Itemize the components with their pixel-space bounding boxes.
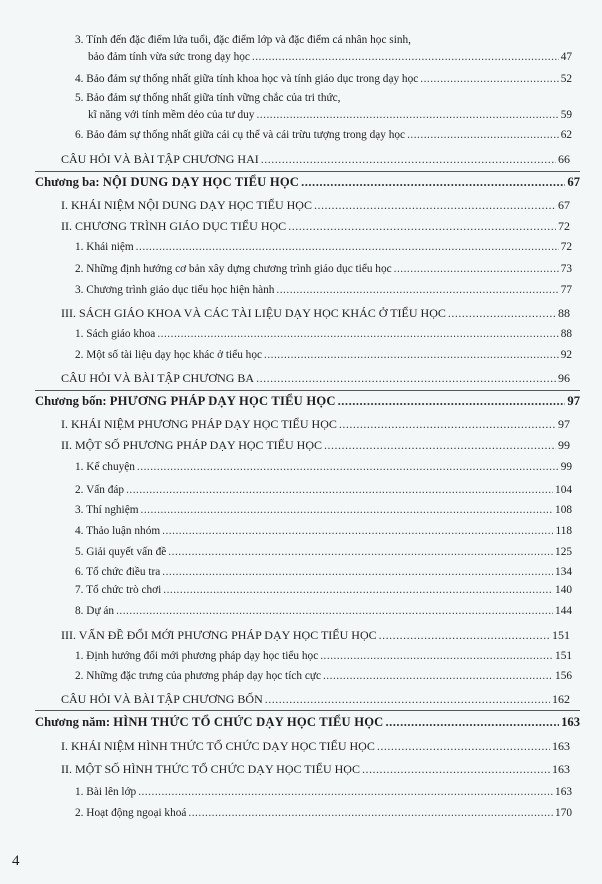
leader-dots bbox=[252, 51, 559, 63]
leader-dots bbox=[338, 394, 566, 409]
toc-entry-label: 2. Một số tài liệu dạy học khác ở tiểu học bbox=[75, 349, 262, 361]
toc-page-number: 92 bbox=[560, 349, 572, 361]
leader-dots bbox=[276, 284, 558, 296]
toc-page-number: 97 bbox=[558, 417, 570, 431]
leader-dots bbox=[168, 546, 553, 558]
toc-page-number: 170 bbox=[555, 807, 572, 819]
toc-entry bbox=[75, 241, 572, 253]
toc-section-label: CÂU HỎI VÀ BÀI TẬP CHƯƠNG BỐN bbox=[61, 692, 263, 706]
toc-entry bbox=[75, 284, 572, 296]
toc-section bbox=[61, 306, 570, 321]
toc-page-number: 88 bbox=[560, 328, 572, 340]
toc-section bbox=[61, 438, 570, 453]
chapter-prefix: Chương bốn: bbox=[35, 394, 107, 408]
toc-page-number: 99 bbox=[558, 438, 570, 452]
toc-chapter bbox=[35, 715, 580, 730]
leader-dots bbox=[162, 525, 553, 537]
leader-dots bbox=[324, 438, 556, 453]
toc-entry-label: 5. Bảo đảm sự thống nhất giữa tính vững chắc của tri thức, bbox=[75, 92, 341, 104]
leader-dots bbox=[385, 715, 559, 730]
leader-dots bbox=[264, 349, 559, 361]
leader-dots bbox=[407, 129, 559, 141]
leader-dots bbox=[116, 605, 553, 617]
toc-entry bbox=[75, 504, 572, 516]
toc-chapter bbox=[35, 175, 580, 190]
toc-page-number: 151 bbox=[552, 628, 570, 642]
toc-entry bbox=[75, 263, 572, 275]
leader-dots bbox=[137, 461, 559, 473]
toc-section bbox=[61, 198, 570, 213]
toc-page-number: 67 bbox=[567, 175, 580, 189]
toc-section-label: II. CHƯƠNG TRÌNH GIÁO DỤC TIỂU HỌC bbox=[61, 219, 287, 233]
divider bbox=[35, 710, 580, 711]
leader-dots bbox=[420, 73, 558, 85]
toc-section-label: III. VẤN ĐỀ ĐỔI MỚI PHƯƠNG PHÁP DẠY HỌC TIỂU HỌC bbox=[61, 628, 377, 642]
toc-entry bbox=[75, 461, 572, 473]
toc-chapter bbox=[35, 394, 580, 409]
leader-dots bbox=[136, 241, 559, 253]
toc-entry bbox=[75, 92, 572, 104]
leader-dots bbox=[448, 306, 556, 321]
leader-dots bbox=[314, 198, 556, 213]
toc-page-number: 73 bbox=[560, 263, 572, 275]
toc-page-number: 163 bbox=[561, 715, 580, 729]
toc-entry bbox=[75, 546, 572, 558]
leader-dots bbox=[163, 584, 553, 596]
toc-entry bbox=[75, 525, 572, 537]
toc-page-number: 88 bbox=[558, 306, 570, 320]
toc-entry bbox=[75, 670, 572, 682]
toc-entry-label: 3. Chương trình giáo dục tiểu học hiện hành bbox=[75, 284, 275, 296]
toc-entry-label: 2. Những đặc trưng của phương pháp dạy học tích cực bbox=[75, 670, 321, 682]
toc-page-number: 52 bbox=[560, 73, 572, 85]
toc-entry-label: 1. Kể chuyện bbox=[75, 461, 135, 473]
toc-page-number: 104 bbox=[555, 484, 572, 496]
divider bbox=[35, 390, 580, 391]
chapter-title: PHƯƠNG PHÁP DẠY HỌC TIỂU HỌC bbox=[109, 394, 336, 408]
chapter-prefix: Chương năm: bbox=[35, 715, 111, 729]
toc-section bbox=[61, 739, 570, 754]
toc-page-number: 163 bbox=[552, 762, 570, 776]
toc-entry bbox=[75, 807, 572, 819]
toc-page-number: 97 bbox=[567, 394, 580, 408]
leader-dots bbox=[188, 807, 553, 819]
toc-section bbox=[61, 762, 570, 777]
toc-section-label: III. SÁCH GIÁO KHOA VÀ CÁC TÀI LIỆU DẠY HỌC KHÁC Ở TIỂU HỌC bbox=[61, 306, 446, 320]
leader-dots bbox=[265, 692, 550, 707]
toc-page-number: 163 bbox=[552, 739, 570, 753]
toc-section-label: I. KHÁI NIỆM HÌNH THỨC TỔ CHỨC DẠY HỌC TIỂU HỌC bbox=[61, 739, 375, 753]
toc-entry bbox=[75, 484, 572, 496]
toc-page-number: 125 bbox=[555, 546, 572, 558]
toc-entry-label: 1. Bài lên lớp bbox=[75, 786, 137, 798]
toc-page-number: 108 bbox=[555, 504, 572, 516]
divider bbox=[35, 171, 580, 172]
toc-page-number: 72 bbox=[560, 241, 572, 253]
toc-page-number: 118 bbox=[555, 525, 572, 537]
toc-page-number: 156 bbox=[555, 670, 572, 682]
leader-dots bbox=[379, 628, 550, 643]
page-number: 4 bbox=[12, 853, 20, 869]
toc-page-number: 77 bbox=[560, 284, 572, 296]
leader-dots bbox=[377, 739, 550, 754]
toc-entry-label: 2. Hoạt động ngoại khoá bbox=[75, 807, 187, 819]
toc-section bbox=[61, 692, 570, 707]
toc-entry bbox=[75, 73, 572, 85]
leader-dots bbox=[394, 263, 559, 275]
toc-entry-label: 1. Sách giáo khoa bbox=[75, 328, 156, 340]
toc-entry bbox=[75, 566, 572, 578]
leader-dots bbox=[256, 109, 558, 121]
toc-section bbox=[61, 371, 570, 386]
toc-entry-label: 6. Tổ chức điều tra bbox=[75, 566, 161, 578]
toc-entry-label: 4. Bảo đảm sự thống nhất giữa tính khoa học và tính giáo dục trong dạy học bbox=[75, 73, 419, 85]
toc-page-number: 163 bbox=[555, 786, 572, 798]
chapter-prefix: Chương ba: bbox=[35, 175, 100, 189]
chapter-title: HÌNH THỨC TỔ CHỨC DẠY HỌC TIỂU HỌC bbox=[113, 715, 384, 729]
toc-section bbox=[61, 152, 570, 167]
toc-entry-continuation bbox=[88, 51, 572, 63]
toc-section-label: II. MỘT SỐ HÌNH THỨC TỔ CHỨC DẠY HỌC TIỂU HỌC bbox=[61, 762, 360, 776]
toc-entry bbox=[75, 349, 572, 361]
toc-entry-label: 8. Dự án bbox=[75, 605, 115, 617]
leader-dots bbox=[261, 152, 556, 167]
toc-entry bbox=[75, 129, 572, 141]
toc-section bbox=[61, 219, 570, 234]
toc-entry-label: 1. Định hướng đổi mới phương pháp dạy học tiểu học bbox=[75, 650, 319, 662]
toc-section bbox=[61, 628, 570, 643]
leader-dots bbox=[256, 371, 556, 386]
leader-dots bbox=[301, 175, 565, 190]
toc-entry-label: 2. Những định hướng cơ bản xây dựng chương trình giáo dục tiểu học bbox=[75, 263, 392, 275]
toc-entry-continuation bbox=[88, 109, 572, 121]
toc-page-number: 144 bbox=[555, 605, 572, 617]
leader-dots bbox=[362, 762, 550, 777]
toc-entry bbox=[75, 584, 572, 596]
toc-page-number: 62 bbox=[560, 129, 572, 141]
leader-dots bbox=[288, 219, 556, 234]
toc-entry-label: 2. Vấn đáp bbox=[75, 484, 125, 496]
toc-entry-label: 6. Bảo đảm sự thống nhất giữa cái cụ thể và cái trừu tượng trong dạy học bbox=[75, 129, 406, 141]
toc-page-number: 151 bbox=[555, 650, 572, 662]
leader-dots bbox=[126, 484, 553, 496]
toc-entry bbox=[75, 34, 572, 46]
toc-entry-label: 7. Tổ chức trò chơi bbox=[75, 584, 162, 596]
chapter-title: NỘI DUNG DẠY HỌC TIỂU HỌC bbox=[102, 175, 300, 189]
toc-entry-label: bảo đảm tính vừa sức trong dạy học bbox=[88, 51, 250, 63]
toc-entry-label: kĩ năng với tính mềm dẻo của tư duy bbox=[88, 109, 255, 121]
leader-dots bbox=[323, 670, 553, 682]
toc-page-number: 99 bbox=[560, 461, 572, 473]
toc-section-label: II. MỘT SỐ PHƯƠNG PHÁP DẠY HỌC TIỂU HỌC bbox=[61, 438, 322, 452]
toc-page-number: 47 bbox=[560, 51, 572, 63]
toc-page-number: 134 bbox=[555, 566, 572, 578]
toc-page-number: 59 bbox=[560, 109, 572, 121]
toc-entry-label: 5. Giải quyết vấn đề bbox=[75, 546, 167, 558]
leader-dots bbox=[157, 328, 558, 340]
toc-section-label: I. KHÁI NIỆM PHƯƠNG PHÁP DẠY HỌC TIỂU HỌC bbox=[61, 417, 337, 431]
toc-entry bbox=[75, 786, 572, 798]
toc-entry-label: 3. Thí nghiệm bbox=[75, 504, 139, 516]
toc-page-number: 67 bbox=[558, 198, 570, 212]
toc-section-label: CÂU HỎI VÀ BÀI TẬP CHƯƠNG HAI bbox=[61, 152, 259, 166]
leader-dots bbox=[138, 786, 553, 798]
leader-dots bbox=[162, 566, 553, 578]
toc-page-number: 162 bbox=[552, 692, 570, 706]
toc-page-number: 66 bbox=[558, 152, 570, 166]
toc-entry bbox=[75, 328, 572, 340]
toc-page-number: 72 bbox=[558, 219, 570, 233]
toc-section bbox=[61, 417, 570, 432]
leader-dots bbox=[320, 650, 553, 662]
toc-entry-label: 1. Khái niệm bbox=[75, 241, 134, 253]
toc-entry bbox=[75, 650, 572, 662]
toc-page-number: 140 bbox=[555, 584, 572, 596]
leader-dots bbox=[141, 504, 554, 516]
toc-entry-label: 3. Tính đến đặc điểm lứa tuổi, đặc điểm lớp và đặc điểm cá nhân học sinh, bbox=[75, 34, 411, 46]
toc-page-number: 96 bbox=[558, 371, 570, 385]
leader-dots bbox=[339, 417, 556, 432]
toc-section-label: I. KHÁI NIỆM NỘI DUNG DẠY HỌC TIỂU HỌC bbox=[61, 198, 312, 212]
toc-section-label: CÂU HỎI VÀ BÀI TẬP CHƯƠNG BA bbox=[61, 371, 255, 385]
toc-entry-label: 4. Thảo luận nhóm bbox=[75, 525, 161, 537]
toc-entry bbox=[75, 605, 572, 617]
